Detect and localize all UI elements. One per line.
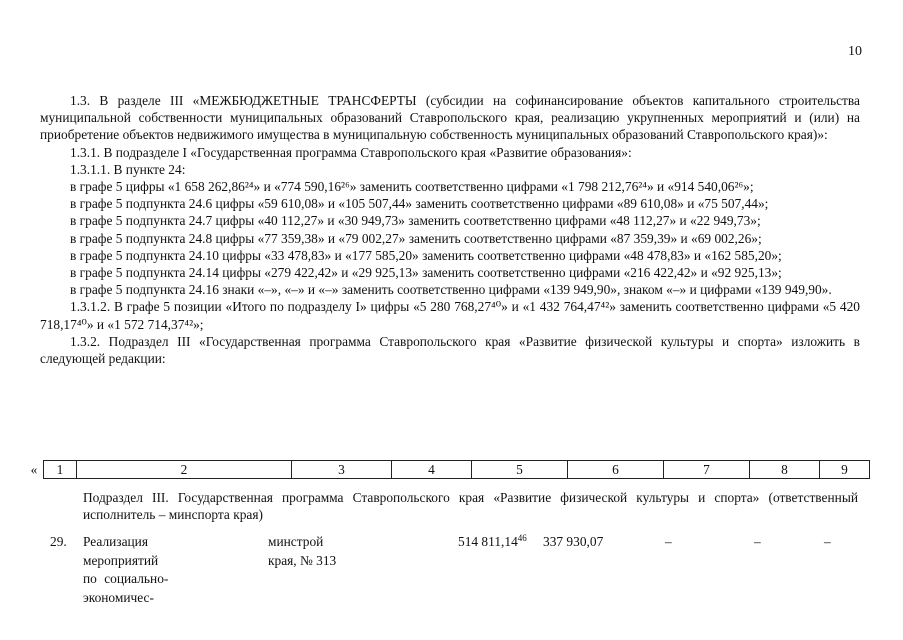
row-name-line2: по социально-экономичес- bbox=[83, 571, 169, 605]
row-number: 29. bbox=[50, 534, 67, 549]
document-body bbox=[40, 92, 860, 367]
paragraph: в графе 5 подпункта 24.8 цифры «77 359,38» и «79 002,27» заменить соответственно цифрами «87 359,39» и «69 002,26»; bbox=[70, 230, 762, 246]
paragraph: в графе 5 подпункта 24.16 знаки «–», «–» и «–» заменить соответственно цифрами «139 949,90», знаком «–» и цифрами «139 949,90». bbox=[70, 282, 832, 298]
row-value-col8: – bbox=[754, 534, 761, 549]
column-number: 8 bbox=[749, 461, 819, 478]
column-number: 6 bbox=[567, 461, 663, 478]
row-name bbox=[83, 533, 233, 607]
column-numbers bbox=[43, 460, 870, 479]
row-value-col6: 337 930,07 bbox=[543, 534, 604, 549]
row-executor-line2: края, № 313 bbox=[268, 552, 337, 568]
value5-sup: 46 bbox=[517, 533, 527, 543]
column-number: 1 bbox=[56, 462, 64, 477]
subsection-title: Подраздел III. Государственная программа Ставропольского края «Развитие физической культуры и спорта» (ответственный исполнитель – минспорта края) bbox=[83, 490, 858, 523]
row-executor-line1: минстрой bbox=[268, 534, 324, 549]
paragraph: в графе 5 подпункта 24.14 цифры «279 422,42» и «29 925,13» заменить соответственно цифрами «216 422,42» и «92 925,13»; bbox=[70, 265, 782, 281]
column-number: 2 bbox=[76, 461, 291, 478]
paragraph: в графе 5 подпункта 24.6 цифры «59 610,08» и «105 507,44» заменить соответственно цифрами «89 610,08» и «75 507,44»; bbox=[70, 196, 769, 212]
row-executor bbox=[268, 533, 336, 570]
paragraph: в графе 5 подпункта 24.7 цифры «40 112,27» и «30 949,73» заменить соответственно цифрами «48 112,27» и «22 949,73»; bbox=[70, 213, 761, 229]
paragraph: 1.3.1. В подразделе I «Государственная программа Ставропольского края «Развитие образования»: bbox=[70, 144, 632, 160]
table-header-row bbox=[25, 460, 870, 479]
row-value-col9: – bbox=[824, 534, 831, 549]
paragraph: 1.3.1.1. В пункте 24: bbox=[70, 161, 186, 177]
column-number: 5 bbox=[471, 461, 567, 478]
column-number: 3 bbox=[291, 461, 391, 478]
open-quote: « bbox=[30, 461, 38, 477]
page-number: 10 bbox=[848, 44, 862, 59]
column-number: 9 bbox=[819, 461, 869, 478]
row-value-col7: – bbox=[665, 534, 672, 549]
paragraph: 1.3.2. Подраздел III «Государственная программа Ставропольского края «Развитие физической культуры и спорта» изложить в следующей редакции: bbox=[40, 333, 860, 367]
row-name-line1: Реализация мероприятий bbox=[83, 534, 159, 568]
paragraph: в графе 5 цифры «1 658 262,86²⁴» и «774 590,16²⁶» заменить соответственно цифрами «1 798 212,76²⁴» и «914 540,06²⁶»; bbox=[70, 179, 754, 195]
paragraph: 1.3. В разделе III «МЕЖБЮДЖЕТНЫЕ ТРАНСФЕРТЫ (субсидии на софинансирование объектов капитального строительства муниципальной собственности муниципальных образований Ставропольского края, реализацию укрупненных мероприятий и (или) на приобретение объектов недвижимого имущества в муниципальную собственность муниципальных образований Ставропольского края)»: bbox=[40, 93, 860, 143]
paragraph: 1.3.1.2. В графе 5 позиции «Итого по подразделу I» цифры «5 280 768,27⁴⁰» и «1 432 764,47⁴²» заменить соответственно цифрами «5 420 718,17⁴⁰» и «1 572 714,37⁴²»; bbox=[40, 299, 860, 332]
value5: 514 811,14 bbox=[458, 534, 518, 549]
row-value-col5 bbox=[458, 533, 527, 552]
column-number: 7 bbox=[663, 461, 749, 478]
column-number: 4 bbox=[391, 461, 471, 478]
paragraph: в графе 5 подпункта 24.10 цифры «33 478,83» и «177 585,20» заменить соответственно цифрами «48 478,83» и «162 585,20»; bbox=[70, 247, 782, 263]
